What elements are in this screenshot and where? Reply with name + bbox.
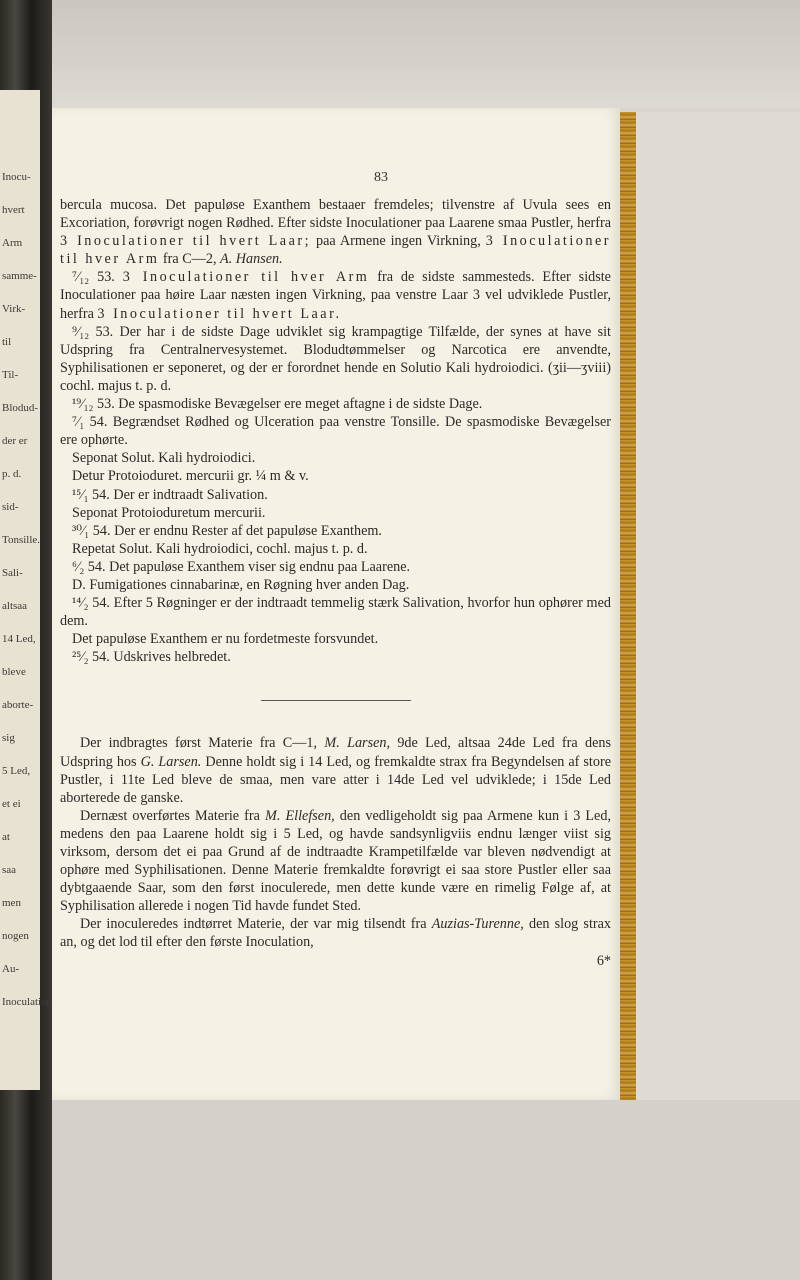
previous-page-word: 14 Led, (2, 633, 36, 645)
paragraph-7: Detur Protoioduret. mercurii gr. ¼ m & v. (72, 468, 309, 485)
previous-page-word: et ei (2, 798, 21, 810)
previous-page-word: sid- (2, 501, 19, 513)
paragraph-9: Seponat Protoioduretum mercurii. (72, 504, 266, 521)
paragraph-15: Det papuløse Exanthem er nu fordetmeste forsvundet. (72, 631, 379, 648)
previous-page-word: Tonsille. (2, 534, 41, 546)
paragraph-5: ⁷⁄₁ 54. Begrændset Rødhed og Ulceration paa venstre Tonsille. De spasmodiske Bevægelser ere ophørte. (60, 414, 611, 449)
previous-page-word: men (2, 897, 21, 909)
paragraph-14: ¹⁴⁄₂ 54. Efter 5 Røgninger er der indtraadt temmelig stærk Salivation, hvorfor hun ophører med dem. (60, 595, 611, 630)
previous-page-word: Sali- (2, 567, 23, 579)
paragraph-8: ¹⁵⁄₁ 54. Der er indtraadt Salivation. (72, 486, 268, 503)
previous-page-word: samme- (2, 270, 37, 282)
previous-page-word: p. d. (2, 468, 22, 480)
scan-background-top (52, 0, 800, 108)
previous-page-fragment (0, 90, 53, 1090)
previous-page-word: Virk- (2, 303, 26, 315)
previous-page-word: der er (2, 435, 28, 447)
previous-page-word: at (2, 831, 10, 843)
paragraph-16: ²⁵⁄₂ 54. Udskrives helbredet. (72, 649, 231, 666)
signature-mark: 6* (596, 952, 611, 969)
paragraph-1: bercula mucosa. Det papuløse Exanthem bestaaer fremdeles; tilvenstre af Uvula sees en Excoriation, forøvrigt nogen Rødhed. Efter sidste Inoculationer paa Laarene smaa Pustler, herfra 3 Inoculationer til hvert Laar; paa Armene ingen Virkning, 3 Inoculationer til hver Arm fra C—2, A. Hansen. (60, 197, 611, 268)
book-page (52, 108, 620, 1100)
page-text (60, 196, 611, 970)
paragraph-18: Dernæst overførtes Materie fra M. Ellefsen, den vedligeholdt sig paa Armene kun i 3 Led, medens den paa Laarene holdt sig i 5 Led, og havde sandsynligviis endnu længer viist sig virksom, dersom det ei paa Grund af de indtraadte Krampetilfælde var bleven nødvendigt at ophøre med Syphilisationen. Denne Materie fremkaldte forøvrigt ei saa store Pustler eller saa dybtgaaende Saar, som den først inoculerede, men dette kunde være en rimelig Følge af, at Syphilisation allerede i nogen Tid havde fundet Sted. (60, 807, 611, 915)
previous-page-word: Arm (2, 237, 23, 249)
paragraph-13: D. Fumigationes cinnabarinæ, en Røgning hver anden Dag. (72, 576, 410, 593)
paragraph-3: ⁹⁄₁₂ 53. Der har i de sidste Dage udviklet sig krampagtige Tilfælde, der synes at have sit Udspring fra Centralnervesystemet. Blodudtømmelser og Narcotica ere anvendte, Syphilisationen er seponeret, og der er forordnet hende en Solutio Kali hydroiodici. (ʒii—ʒviii) cochl. majus t. p. d. (60, 323, 611, 394)
paragraph-11: Repetat Solut. Kali hydroiodici, cochl. majus t. p. d. (72, 540, 368, 557)
page-number: 83 (374, 170, 388, 185)
paragraph-17: Der indbragtes først Materie fra C—1, M. Larsen, 9de Led, altsaa 24de Led fra dens Udspring hos G. Larsen. Denne holdt sig i 14 Led, og fremkaldte strax fra Begyndelsen af store Pustler, i 11te Led bleve de smaa, men vare atter i 14de Led vel udviklede; i 15de Led aborterede de ganske. (60, 735, 611, 806)
previous-page-word: altsaa (2, 600, 28, 612)
section-divider (261, 700, 411, 701)
previous-page-word: Au- (2, 963, 20, 975)
paragraph-19: Der inoculeredes indtørret Materie, der var mig tilsendt fra Auzias-Turenne, den slog strax an, og det lod til efter den første Inoculation, (60, 916, 611, 951)
paragraph-2: ⁷⁄₁₂ 53. 3 Inoculationer til hver Arm fra de sidste sammesteds. Efter sidste Inoculationer paa høire Laar næsten ingen Virkning, paa venstre Laar 3 vel udviklede Pustler, herfra 3 Inoculationer til hvert Laar. (60, 269, 611, 322)
previous-page-word: Inoculation (2, 996, 53, 1008)
previous-page-word: 5 Led, (2, 765, 31, 777)
scan-background-right (636, 112, 800, 1100)
paragraph-12: ⁶⁄₂ 54. Det papuløse Exanthem viser sig endnu paa Laarene. (72, 558, 411, 575)
previous-page-word: hvert (2, 204, 25, 216)
previous-page-word: bleve (2, 666, 26, 678)
previous-page-word: sig (2, 732, 15, 744)
previous-page-word: aborte- (2, 699, 34, 711)
paragraph-4: ¹⁹⁄₁₂ 53. De spasmodiske Bevægelser ere meget aftagne i de sidste Dage. (72, 396, 483, 413)
previous-page-word: nogen (2, 930, 29, 942)
scan-background-bottom (52, 1100, 800, 1280)
previous-page-word: Blodud- (2, 402, 39, 414)
previous-page-word: Inocu- (2, 171, 31, 183)
previous-page-word: saa (2, 864, 17, 876)
previous-page-word: til (2, 336, 12, 348)
paragraph-10: ³⁰⁄₁ 54. Der er endnu Rester af det papuløse Exanthem. (72, 522, 382, 539)
previous-page-word: Til- (2, 369, 19, 381)
paragraph-6: Seponat Solut. Kali hydroiodici. (72, 450, 256, 467)
